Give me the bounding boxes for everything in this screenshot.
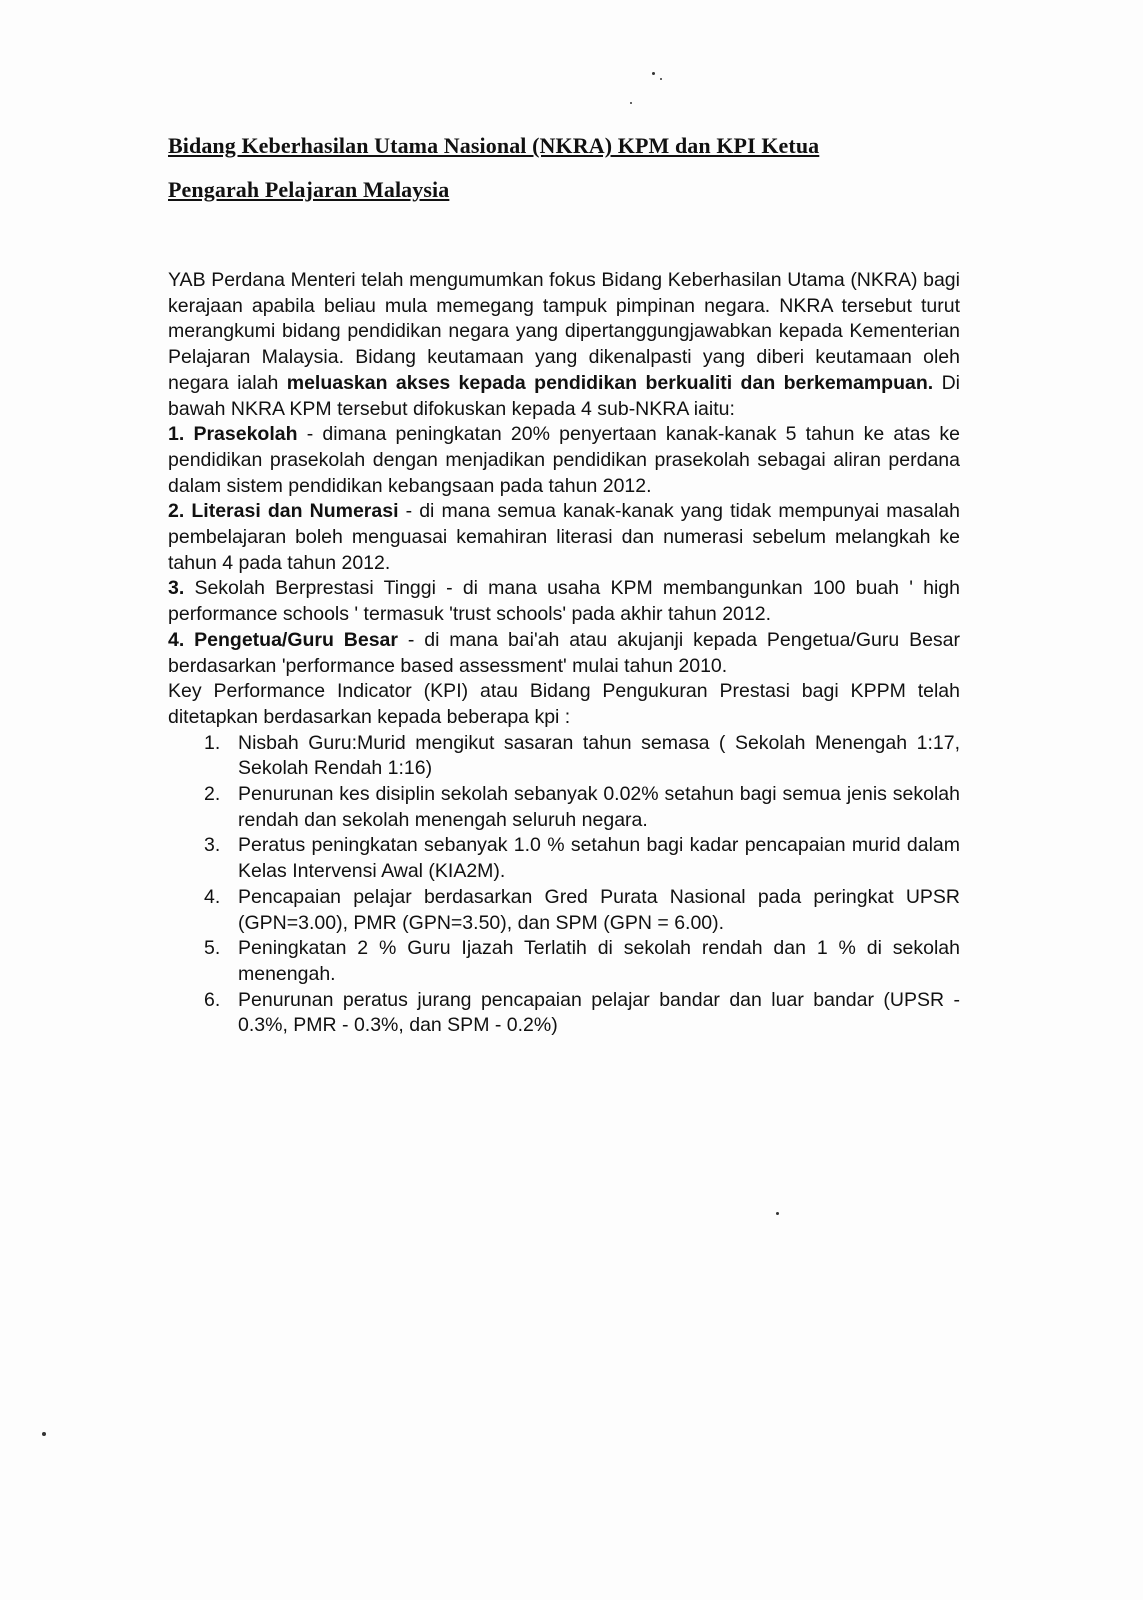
sub-nkra-heading: Pengetua/Guru Besar	[194, 628, 398, 651]
scan-speck	[660, 78, 662, 80]
kpi-number: 5.	[204, 937, 221, 960]
scan-speck	[652, 72, 655, 75]
kpi-text: Peratus peningkatan sebanyak 1.0 % setahun bagi kadar pencapaian murid dalam Kelas Intervensi Awal (KIA2M).	[238, 834, 960, 883]
kpi-number: 3.	[204, 834, 221, 857]
kpi-text: Peningkatan 2 % Guru Ijazah Terlatih di sekolah rendah dan 1 % di sekolah menengah.	[238, 937, 960, 985]
sub-nkra-item	[168, 628, 960, 679]
kpi-list-item	[204, 936, 960, 987]
kpi-list-item	[204, 731, 960, 782]
sub-nkra-number: 1.	[168, 423, 185, 446]
intro-text-after: Di bawah NKRA KPM tersebut difokuskan kepada 4 sub-NKRA iaitu:	[168, 371, 961, 420]
scan-speck	[42, 1432, 46, 1436]
intro-paragraph	[168, 268, 960, 422]
kpi-list-item	[204, 885, 960, 936]
sub-nkra-number: 2.	[168, 500, 185, 523]
kpi-number: 4.	[204, 885, 221, 908]
kpi-text: Nisbah Guru:Murid mengikut sasaran tahun semasa ( Sekolah Menengah 1:17, Sekolah Rendah 1:16)	[238, 731, 960, 780]
kpi-number: 1.	[204, 731, 221, 754]
kpi-text: Pencapaian pelajar berdasarkan Gred Purata Nasional pada peringkat UPSR (GPN=3.00), PMR (GPN=3.50), dan SPM (GPN = 6.00).	[238, 885, 960, 934]
kpi-list-item	[204, 782, 960, 833]
kpi-text: Penurunan peratus jurang pencapaian pelajar bandar dan luar bandar (UPSR - 0.3%, PMR - 0.3%, dan SPM - 0.2%)	[238, 988, 960, 1037]
kpi-list-item	[204, 988, 960, 1039]
scan-speck	[776, 1212, 779, 1215]
sub-nkra-text: - di mana bai'ah atau akujanji kepada Pengetua/Guru Besar berdasarkan 'performance based assessment' mulai tahun 2010.	[168, 628, 961, 677]
sub-nkra-text: - di mana semua kanak-kanak yang tidak mempunyai masalah pembelajaran boleh menguasai kemahiran literasi dan numerasi sebelum melangkah ke tahun 4 pada tahun 2012.	[168, 500, 960, 574]
sub-nkra-item	[168, 576, 960, 627]
scan-speck	[630, 102, 632, 104]
document-title-line-2: Pengarah Pelajaran Malaysia	[168, 177, 450, 202]
sub-nkra-text: - dimana peningkatan 20% penyertaan kanak-kanak 5 tahun ke atas ke pendidikan prasekolah dengan menjadikan pendidikan prasekolah sebagai aliran perdana dalam sistem pendidikan kebangsaan pada tahun 2012.	[168, 423, 960, 497]
intro-text: YAB Perdana Menteri telah mengumumkan fokus Bidang Keberhasilan Utama (NKRA) bagi kerajaan apabila beliau mula memegang tampuk pimpinan negara. NKRA tersebut turut merangkumi bidang pendidikan negara yang dipertanggungjawabkan kepada Kementerian Pelajaran Malaysia. Bidang keutamaan yang dikenalpasti yang diberi keutamaan oleh negara ialah	[168, 269, 960, 394]
sub-nkra-item	[168, 422, 960, 499]
kpi-list	[168, 731, 960, 1039]
sub-nkra-number: 3.	[168, 577, 185, 600]
kpi-number: 6.	[204, 988, 221, 1011]
document-title-line-1: Bidang Keberhasilan Utama Nasional (NKRA) KPM dan KPI Ketua	[168, 133, 820, 158]
sub-nkra-item	[168, 499, 960, 576]
sub-nkra-heading: Literasi dan Numerasi	[191, 500, 399, 523]
kpi-text: Penurunan kes disiplin sekolah sebanyak 0.02% setahun bagi semua jenis sekolah rendah dan sekolah menengah seluruh negara.	[238, 783, 960, 831]
kpi-intro: Key Performance Indicator (KPI) atau Bidang Pengukuran Prestasi bagi KPPM telah ditetapkan berdasarkan kepada beberapa kpi :	[168, 680, 960, 728]
kpi-list-item	[204, 833, 960, 884]
intro-bold-phrase: meluaskan akses kepada pendidikan berkualiti dan berkemampuan.	[286, 371, 934, 394]
sub-nkra-text: Sekolah Berprestasi Tinggi - di mana usaha KPM membangunkan 100 buah ' high performance schools ' termasuk 'trust schools' pada akhir tahun 2012.	[168, 577, 960, 626]
sub-nkra-heading: Prasekolah	[193, 423, 298, 446]
document-body	[168, 268, 960, 1039]
sub-nkra-number: 4.	[168, 628, 185, 651]
kpi-number: 2.	[204, 783, 221, 806]
